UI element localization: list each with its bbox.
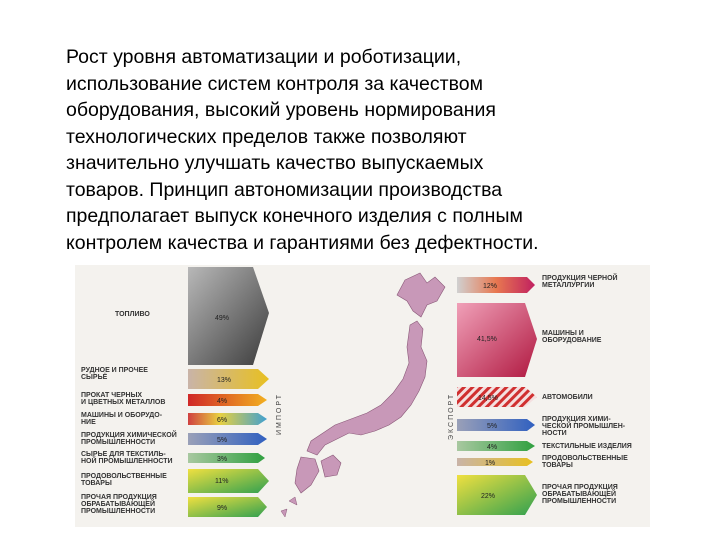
export-value: 4% (487, 444, 498, 451)
import-arrow-other (188, 497, 267, 517)
export-label: АВТОМОБИЛИ (542, 394, 593, 401)
paragraph-line: использование систем контроля за качеством (66, 72, 483, 95)
paragraph-line: значительно улучшать качество выпускаемых (66, 152, 484, 174)
paragraph-line: оборудования, высокий уровень нормирования (66, 99, 496, 121)
export-value: 41,5% (477, 336, 497, 343)
trade-diagram (75, 265, 650, 527)
import-label: ТОПЛИВО (115, 311, 150, 318)
import-value: 49% (215, 315, 230, 322)
export-arrow-machinery (457, 303, 537, 377)
export-label: МАШИНЫ И ОБОРУДОВАНИЕ (542, 330, 602, 344)
export-arrow-other (457, 475, 537, 515)
import-value: 3% (217, 456, 228, 463)
import-value: 9% (217, 505, 228, 512)
import-arrow-food (188, 469, 269, 493)
import-value: 11% (215, 478, 229, 485)
export-label: ПРОДОВОЛЬСТВЕННЫЕ ТОВАРЫ (542, 455, 628, 469)
export-value: 12% (483, 283, 498, 290)
paragraph-line: товаров. Принцип автономизации производства (66, 178, 503, 201)
export-value: 5% (487, 423, 498, 430)
export-value: 14,5% (478, 395, 498, 402)
import-label: ПРОДОВОЛЬСТВЕННЫЕ ТОВАРЫ (81, 473, 167, 487)
export-label: ПРОДУКЦИЯ ХИМИ-ЧЕСКОЙ ПРОМЫШЛЕН-НОСТИ (542, 416, 626, 437)
import-arrow-metals (188, 394, 267, 406)
import-label: СЫРЬЕ ДЛЯ ТЕКСТИЛЬ-НОЙ ПРОМЫШЛЕННОСТИ (81, 451, 173, 465)
import-arrows (188, 267, 269, 517)
import-value: 13% (217, 377, 232, 384)
japan-map (295, 273, 445, 493)
import-value: 5% (217, 437, 228, 444)
import-axis-label: ИМПОРТ (276, 393, 283, 435)
import-label: РУДНОЕ И ПРОЧЕЕ СЫРЬЁ (81, 367, 148, 381)
import-label: ПРОКАТ ЧЕРНЫХ И ЦВЕТНЫХ МЕТАЛЛОВ (81, 392, 166, 406)
import-label: ПРОДУКЦИЯ ХИМИЧЕСКОЙ ПРОМЫШЛЕННОСТИ (81, 432, 177, 446)
paragraph-line: технологических пределов также позволяют (66, 125, 467, 148)
export-arrows (457, 277, 537, 515)
export-value: 22% (481, 493, 496, 500)
export-axis-label: ЭКСПОРТ (448, 392, 455, 440)
body-paragraph (66, 44, 666, 256)
export-value: 1% (485, 460, 496, 467)
paragraph-line: предполагает выпуск конечного изделия с полным (66, 205, 523, 227)
export-label: ТЕКСТИЛЬНЫЕ ИЗДЕЛИЯ (542, 443, 632, 450)
paragraph-line: Рост уровня автоматизации и роботизации, (66, 46, 462, 68)
import-label: МАШИНЫ И ОБОРУДО-НИЕ (81, 412, 163, 426)
import-value: 4% (217, 398, 228, 405)
import-arrow-machinery (188, 413, 267, 425)
export-labels (542, 273, 632, 505)
import-labels (81, 311, 177, 515)
japan-trade-figure (75, 265, 650, 527)
paragraph-line: контролем качества и гарантиями без дефектности. (66, 231, 539, 254)
japan-islands (281, 497, 297, 517)
import-label: ПРОЧАЯ ПРОДУКЦИЯ ОБРАБАТЫВАЮЩЕЙ ПРОМЫШЛЕННОСТИ (81, 494, 157, 515)
import-arrow-chemical (188, 433, 267, 445)
export-label: ПРОДУКЦИЯ ЧЕРНОЙ МЕТАЛЛУРГИИ (542, 275, 618, 289)
import-value: 6% (217, 417, 228, 424)
export-label: ПРОЧАЯ ПРОДУКЦИЯ ОБРАБАТЫВАЮЩЕЙ ПРОМЫШЛЕННОСТИ (542, 484, 618, 505)
